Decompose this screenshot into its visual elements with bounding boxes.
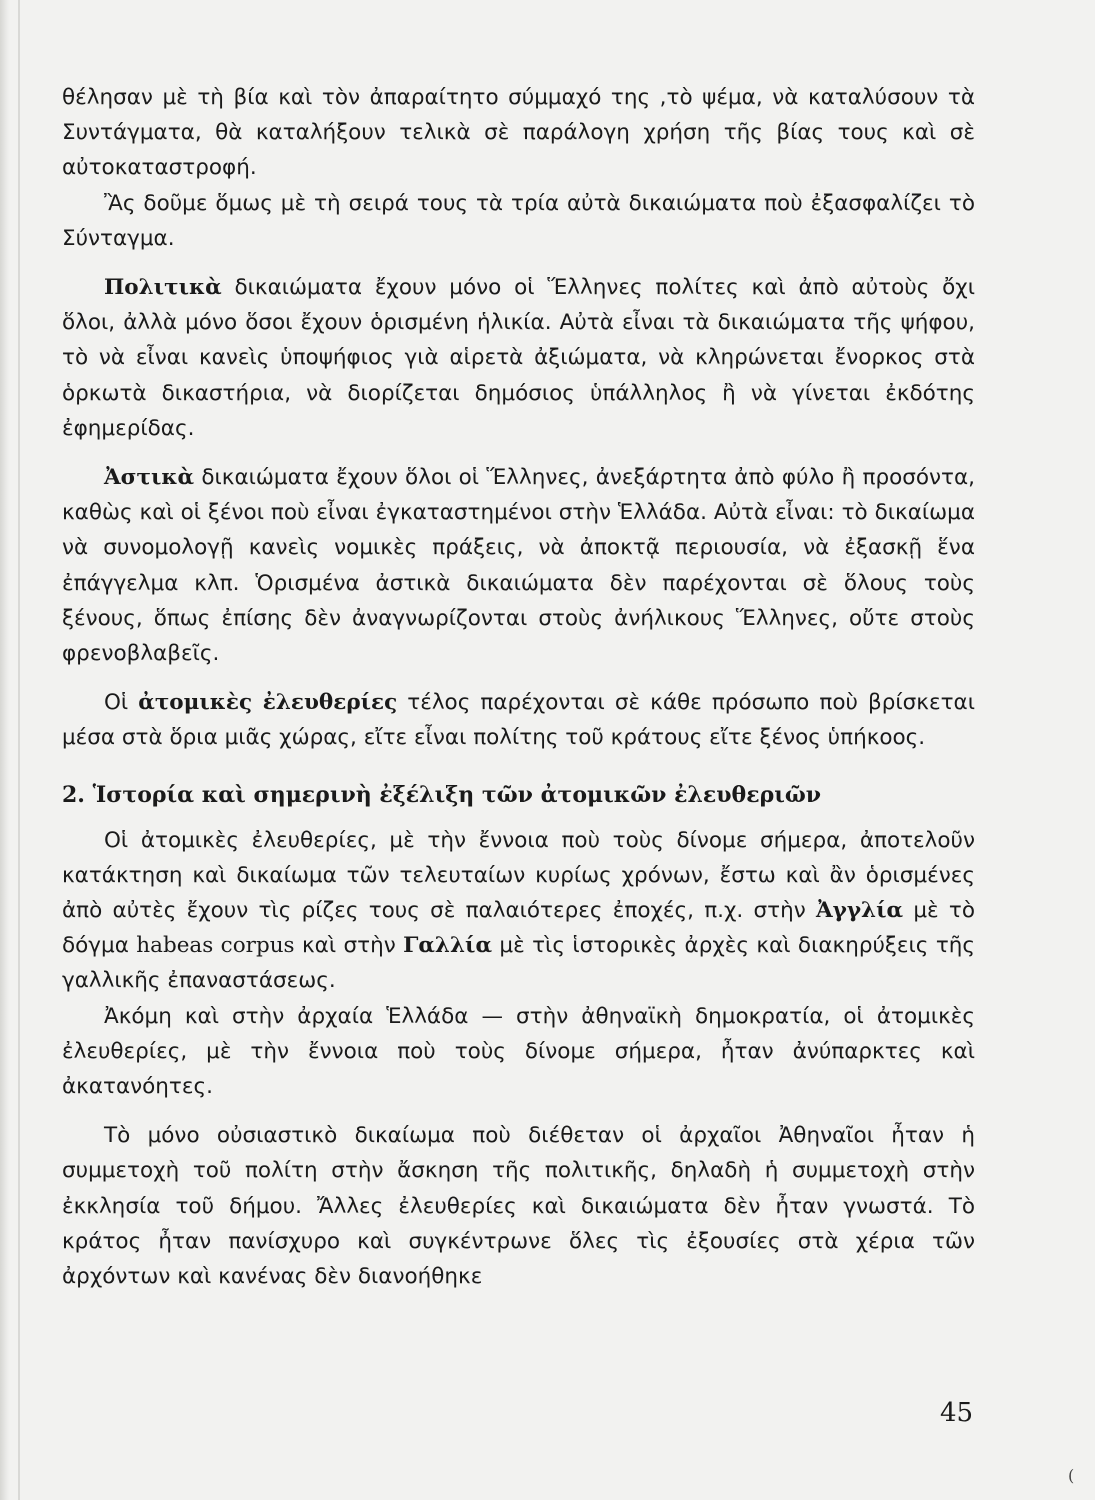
paragraph-p7: [62, 999, 975, 1105]
text-run: habeas corpus: [136, 933, 295, 959]
bold-term: Πολιτικὰ: [104, 275, 222, 301]
section-heading: 2. Ἱστορία καὶ σημερινὴ ἐξέλιξη τῶν ἀτομικῶν ἐλευθεριῶν: [62, 781, 822, 808]
binding-edge: [0, 0, 10, 1500]
paragraph-p1: [62, 80, 975, 186]
binding-line: [18, 0, 20, 1500]
corner-mark: (: [1068, 1466, 1075, 1485]
text-run: Οἱ: [104, 690, 139, 716]
paragraph-p6: [62, 823, 975, 999]
paragraphs-before-heading: [62, 80, 975, 756]
text-run: Τὸ μόνο οὐσιαστικὸ δικαίωμα ποὺ διέθεταν οἱ ἀρχαῖοι Ἀθηναῖοι ἦταν ἡ συμμετοχὴ τοῦ πολίτη στὴν ἄσκηση τῆς πολιτικῆς, δηλαδὴ ἡ συμμετοχὴ στὴν ἐκκλησία τοῦ δήμου. Ἄλλες ἐλευθερίες καὶ δικαιώματα δὲν ἦταν γνωστά. Τὸ κράτος ἦταν πανίσχυρο καὶ συγκέντρωνε ὅλες τὶς ἐξουσίες στὰ χέρια τῶν ἀρχόντων καὶ κανένας δὲν διανοήθηκε: [62, 1123, 975, 1290]
paragraph-p2: [62, 186, 975, 256]
bold-term: Γαλλία: [403, 933, 493, 959]
text-run: Ἂς δοῦμε ὅμως μὲ τὴ σειρά τους τὰ τρία αὐτὰ δικαιώματα ποὺ ἐξασφαλίζει τὸ Σύνταγμα.: [62, 190, 975, 251]
paragraph-p4: [62, 460, 975, 671]
text-run: θέλησαν μὲ τὴ βία καὶ τὸν ἀπαραίτητο σύμμαχό της ,τὸ ψέμα, νὰ καταλύσουν τὰ Συντάγματα, θὰ καταλήξουν τελικὰ σὲ παράλογη χρήση τῆς βίας τους καὶ σὲ αὐτοκαταστροφή.: [62, 85, 975, 181]
bold-term: Ἀστικὰ: [104, 465, 195, 491]
text-run: καὶ στὴν: [294, 933, 404, 959]
text-run: τέλος παρέχονται σὲ κάθε πρόσωπο ποὺ βρίσκεται μέσα στὰ ὅρια μιᾶς χώρας, εἴτε εἶναι πολίτης τοῦ κράτους εἴτε ξένος ὑπήκοος.: [62, 690, 975, 751]
text-run: Ἀκόμη καὶ στὴν ἀρχαία Ἑλλάδα — στὴν ἀθηναϊκὴ δημοκρατία, οἱ ἀτομικὲς ἐλευθερίες, μὲ τὴν ἔννοια ποὺ τοὺς δίνομε σήμερα, ἦταν ἀνύπαρκτες καὶ ἀκατανόητες.: [62, 1003, 975, 1100]
paragraphs-after-heading: [62, 823, 975, 1295]
paragraph-p3: [62, 270, 975, 446]
text-run: Οἱ ἀτομικὲς ἐλευθερίες, μὲ τὴν ἔννοια ποὺ τοὺς δίνομε σήμερα, ἀποτελοῦν κατάκτηση καὶ δικαίωμα τῶν τελευταίων κυρίως χρόνων, ἔστω καὶ ἂν ὁρισμένες ἀπὸ αὐτὲς ἔχουν τὶς ρίζες τους σὲ παλαιότερες ἐποχές, π.χ. στὴν: [62, 827, 975, 924]
bold-term: Ἀγγλία: [815, 898, 904, 924]
text-run: μὲ τὸ δόγμα: [62, 898, 975, 959]
page-number: 45: [940, 1398, 974, 1428]
body-text: [62, 80, 975, 1294]
bold-term: ἀτομικὲς ἐλευθερίες: [138, 690, 398, 716]
text-run: δικαιώματα ἔχουν μόνο οἱ Ἕλληνες πολίτες καὶ ἀπὸ αὐτοὺς ὄχι ὅλοι, ἀλλὰ μόνο ὅσοι ἔχουν ὁρισμένη ἡλικία. Αὐτὰ εἶναι τὰ δικαιώματα τῆς ψήφου, τὸ νὰ εἶναι κανεὶς ὑποψήφιος γιὰ αἱρετὰ ἀξιώματα, νὰ κληρώνεται ἔνορκος στὰ ὁρκωτὰ δικαστήρια, νὰ διορίζεται δημόσιος ὑπάλληλος ἢ νὰ γίνεται ἐκδότης ἐφημερίδας.: [62, 275, 975, 441]
text-run: μὲ τὶς ἱστορικὲς ἀρχὲς καὶ διακηρύξεις τῆς γαλλικῆς ἐπαναστάσεως.: [62, 933, 976, 994]
text-run: δικαιώματα ἔχουν ὅλοι οἱ Ἕλληνες, ἀνεξάρτητα ἀπὸ φύλο ἢ προσόντα, καθὼς καὶ οἱ ξένοι ποὺ εἶναι ἐγκαταστημένοι στὴν Ἑλλάδα. Αὐτὰ εἶναι: τὸ δικαίωμα νὰ συνομολογῇ κανεὶς νομικὲς πράξεις, νὰ ἀποκτᾷ περιουσία, νὰ ἐξασκῇ ἕνα ἐπάγγελμα κλπ. Ὁρισμένα ἀστικὰ δικαιώματα δὲν παρέχονται σὲ ὅλους τοὺς ξένους, ὅπως ἐπίσης δὲν ἀναγνωρίζονται στοὺς ἀνήλικους Ἕλληνες, οὔτε στοὺς φρενοβλαβεῖς.: [62, 465, 975, 667]
paragraph-p8: [62, 1118, 975, 1294]
paragraph-p5: [62, 685, 975, 755]
